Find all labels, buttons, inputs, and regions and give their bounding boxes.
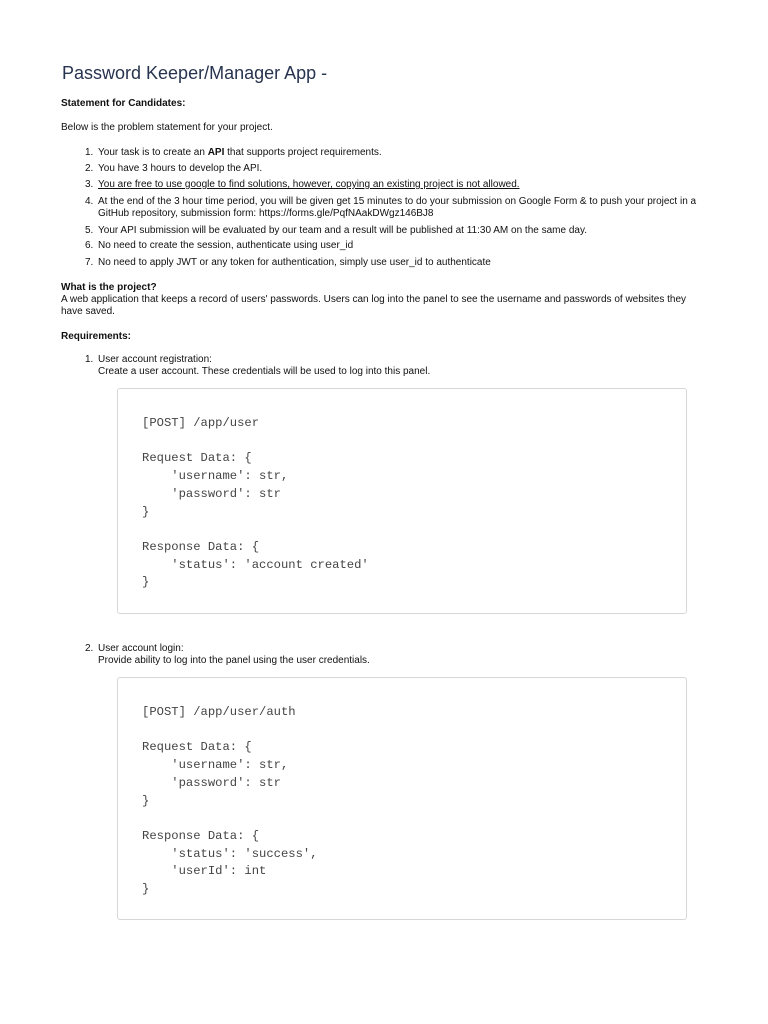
list-number: 2. (85, 163, 94, 174)
code-text: [POST] /app/user Request Data: { 'username': str, 'password': str } Response Data: { 'status': 'account created' } (142, 416, 369, 590)
list-number: 3. (85, 179, 94, 190)
project-description: A web application that keeps a record of users' passwords. Users can log into the panel to see the username and passwords of websites they have saved. (61, 294, 687, 317)
rule-text: Your API submission will be evaluated by our team and a result will be published at 11:30 AM on the same day. (98, 225, 587, 236)
rule-text-post: that supports project requirements. (224, 147, 382, 158)
rule-text-pre: Your task is to create an (98, 147, 208, 158)
list-number: 2. (85, 643, 94, 654)
list-number: 1. (85, 147, 94, 158)
requirement-title: User account login: (98, 643, 184, 654)
page-title: Password Keeper/Manager App - (62, 63, 328, 83)
rule-text: No need to create the session, authenticate using user_id (98, 240, 354, 251)
rule-text-bold: API (207, 147, 225, 158)
list-number: 6. (85, 240, 94, 251)
rule-text: You have 3 hours to develop the API. (98, 163, 263, 174)
requirement-title: User account registration: (98, 354, 212, 365)
list-number: 4. (85, 196, 94, 207)
project-heading: What is the project? (61, 282, 157, 293)
code-block (117, 388, 687, 614)
requirement-description: Provide ability to log into the panel using the user credentials. (98, 655, 370, 666)
requirements-heading: Requirements: (61, 331, 132, 342)
statement-heading: Statement for Candidates: (61, 98, 186, 109)
rule-text: No need to apply JWT or any token for authentication, simply use user_id to authenticate (98, 257, 491, 268)
code-block (117, 677, 687, 920)
list-number: 5. (85, 225, 94, 236)
list-number: 1. (85, 354, 94, 365)
list-number: 7. (85, 257, 94, 268)
rule-text (98, 147, 708, 159)
code-text: [POST] /app/user/auth Request Data: { 'username': str, 'password': str } Response Data: { 'status': 'success', 'userId': int } (142, 705, 318, 897)
rule-text: You are free to use google to find solutions, however, copying an existing project is not allowed. (98, 179, 520, 190)
statement-intro: Below is the problem statement for your project. (61, 122, 273, 133)
rule-text: At the end of the 3 hour time period, you will be given get 15 minutes to do your submission on Google Form & to push your project in a GitHub repository, submission form: https://forms.gle/PqfNAakDWgz146BJ8 (98, 196, 697, 219)
requirement-description: Create a user account. These credentials will be used to log into this panel. (98, 366, 431, 377)
